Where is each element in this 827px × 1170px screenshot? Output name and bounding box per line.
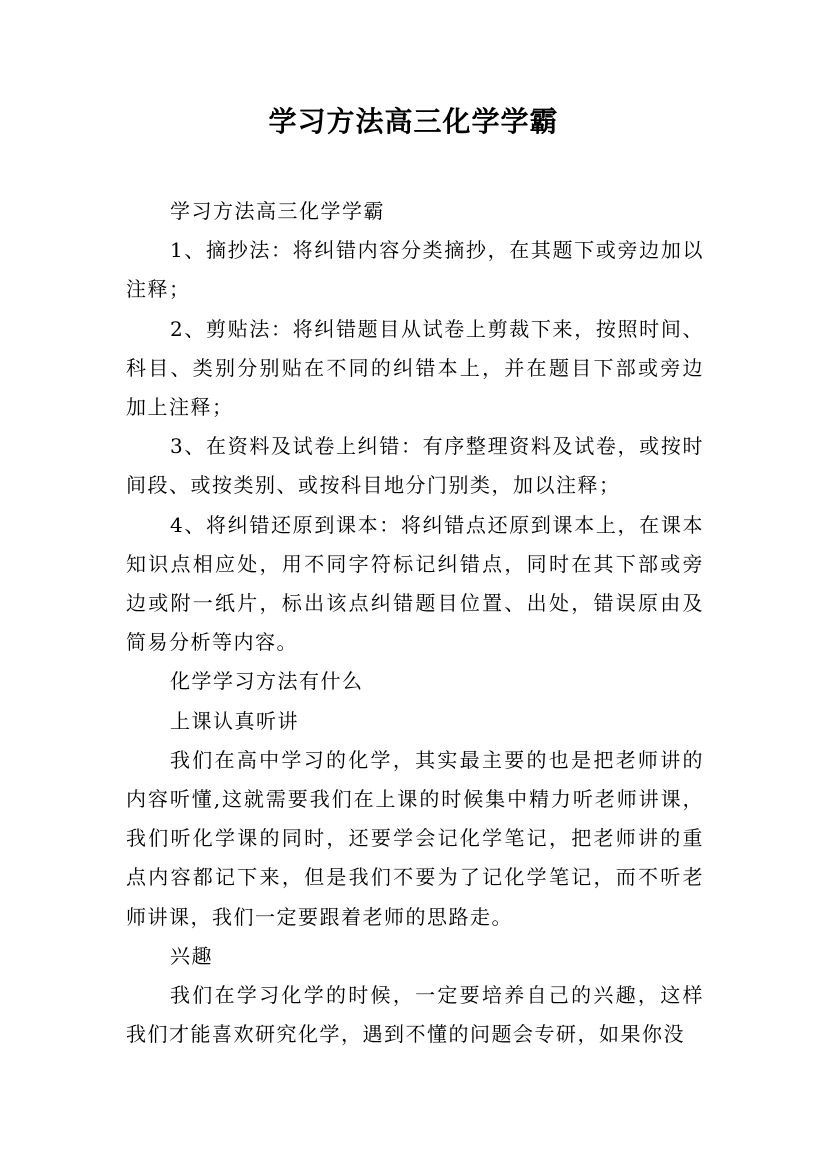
- paragraph-method-4: 4、将纠错还原到课本：将纠错点还原到课本上，在课本知识点相应处，用不同字符标记纠错点，同时在其下部或旁边或附一纸片，标出该点纠错题目位置、出处，错误原由及简易分析等内容。: [126, 512, 704, 655]
- document-title: 学习方法高三化学学霸: [268, 105, 559, 138]
- document-body: [126, 192, 704, 1054]
- section-heading-listen-in-class: 上课认真听讲: [170, 708, 299, 733]
- paragraph-method-2: 2、剪贴法：将纠错题目从试卷上剪裁下来，按照时间、科目、类别分别贴在不同的纠错本上，并在题目下部或旁边加上注释；: [126, 316, 704, 420]
- paragraph-method-1: 1、摘抄法：将纠错内容分类摘抄，在其题下或旁边加以注释；: [126, 238, 704, 302]
- paragraph-method-3: 3、在资料及试卷上纠错：有序整理资料及试卷，或按时间段、或按类别、或按科目地分门别类，加以注释；: [126, 434, 704, 498]
- section-heading-chemistry-methods: 化学学习方法有什么: [170, 669, 364, 694]
- paragraph-subtitle: 学习方法高三化学学霸: [170, 199, 385, 223]
- paragraph-interest: 我们在学习化学的时候，一定要培养自己的兴趣，这样我们才能喜欢研究化学，遇到不懂的问题会专研，如果你没: [126, 983, 704, 1047]
- section-heading-interest: 兴趣: [170, 943, 213, 968]
- paragraph-listen-in-class: 我们在高中学习的化学，其实最主要的也是把老师讲的内容听懂,这就需要我们在上课的时候集中精力听老师讲课，我们听化学课的同时，还要学会记化学笔记，把老师讲的重点内容都记下来，但是我们不要为了记化学笔记，而不听老师讲课，我们一定要跟着老师的思路走。: [126, 747, 704, 929]
